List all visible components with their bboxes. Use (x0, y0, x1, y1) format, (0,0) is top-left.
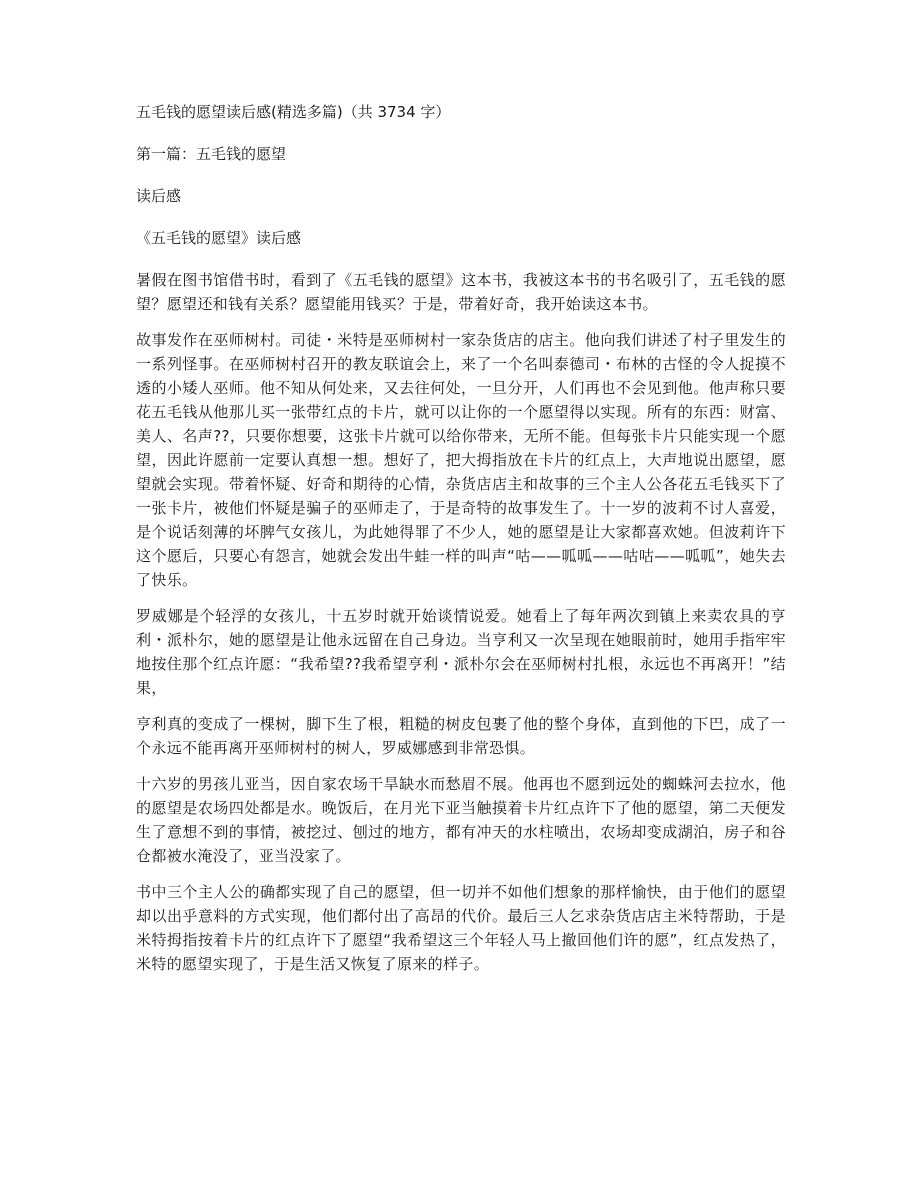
paragraph-4: 亨利真的变成了一棵树，脚下生了根，粗糙的树皮包裹了他的整个身体，直到他的下巴，成了一个永远不能再离开巫师树村的树人，罗威娜感到非常恐惧。 (136, 715, 786, 757)
paragraph-2: 故事发作在巫师树村。司徒・米特是巫师树村一家杂货店的店主。他向我们讲述了村子里发生的一系列怪事。在巫师树村召开的教友联谊会上，来了一个名叫泰德司・布林的古怪的令人捉摸不透的小矮人巫师。他不知从何处来，又去往何处，一旦分开，人们再也不会见到他。他声称只要花五毛钱从他那儿买一张带红点的卡片，就可以让你的一个愿望得以实现。所有的东西：财富、美人、名声??，只要你想要，这张卡片就可以给你带来，无所不能。但每张卡片只能实现一个愿望，因此许愿前一定要认真想一想。想好了，把大拇指放在卡片的红点上，大声地说出愿望，愿望就会实现。带着怀疑、好奇和期待的心情，杂货店店主和故事的三个主人公各花五毛钱买下了一张卡片，被他们怀疑是骗子的巫师走了，于是奇特的故事发生了。十一岁的波莉不讨人喜爱，是个说话刻薄的坏脾气女孩儿，为此她得罪了不少人，她的愿望是让大家都喜欢她。但波莉许下这个愿后，只要心有怨言，她就会发出牛蛙一样的叫声“咕——呱呱——咕咕——呱呱”，她失去了快乐。 (136, 331, 786, 589)
subtitle-heading: 读后感 (136, 187, 182, 205)
paragraph-3: 罗威娜是个轻浮的女孩儿，十五岁时就开始谈情说爱。她看上了每年两次到镇上来卖农具的亨利・派朴尔，她的愿望是让他永远留在自己身边。当亨利又一次呈现在她眼前时，她用手指牢牢地按住那个红点许愿：“我希望??我希望亨利・派朴尔会在巫师树村扎根，永远也不再离开！”结果， (136, 607, 786, 697)
book-title-heading: 《五毛钱的愿望》读后感 (136, 229, 302, 247)
document-page (136, 100, 786, 976)
paragraph-5: 十六岁的男孩儿亚当，因自家农场干旱缺水而愁眉不展。他再也不愿到远处的蜘蛛河去拉水，他的愿望是农场四处都是水。晚饭后，在月光下亚当触摸着卡片红点许下了他的愿望，第二天便发生了意想不到的事情，被挖过、刨过的地方，都有冲天的水柱喷出，农场却变成湖泊，房子和谷仓都被水淹没了，亚当没家了。 (136, 775, 786, 865)
paragraph-1: 暑假在图书馆借书时，看到了《五毛钱的愿望》这本书，我被这本书的书名吸引了，五毛钱的愿望？愿望还和钱有关系？愿望能用钱买？于是，带着好奇，我开始读这本书。 (136, 271, 786, 313)
document-title: 五毛钱的愿望读后感(精选多篇)（共 3734 字） (136, 103, 451, 121)
paragraph-6: 书中三个主人公的确都实现了自己的愿望，但一切并不如他们想象的那样愉快，由于他们的愿望却以出乎意料的方式实现，他们都付出了高昂的代价。最后三人乞求杂货店店主米特帮助，于是米特拇指按着卡片的红点许下了愿望“我希望这三个年轻人马上撤回他们许的愿”，红点发热了，米特的愿望实现了，于是生活又恢复了原来的样子。 (136, 883, 786, 973)
chapter-heading: 第一篇：五毛钱的愿望 (136, 145, 287, 163)
